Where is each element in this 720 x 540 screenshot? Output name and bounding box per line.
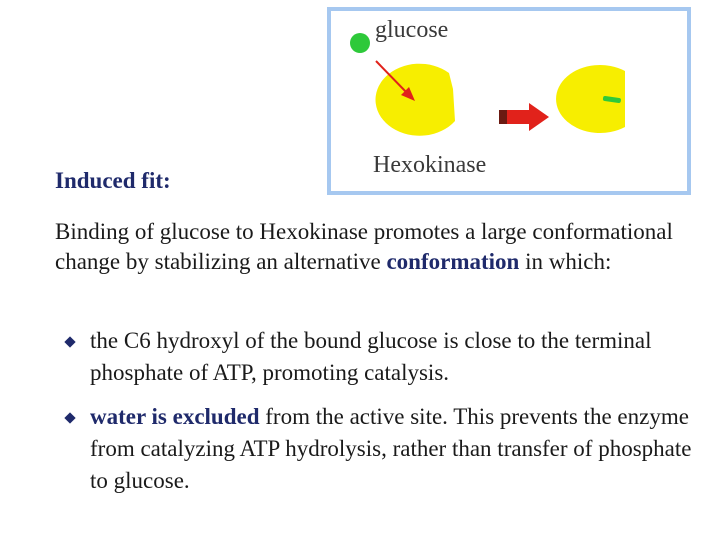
hexokinase-open-shape	[376, 64, 455, 136]
induced-fit-figure	[327, 7, 691, 195]
intro-emphasis: conformation	[386, 249, 520, 274]
bullet-diamond-icon	[64, 412, 75, 423]
intro-text-2: in which:	[519, 249, 612, 274]
glucose-molecule	[350, 33, 370, 53]
bullet-2-text: from the active site. This prevents the enzyme from catalyzing ATP hydrolysis, rather than transfer of phosphate to glucose.	[90, 404, 692, 493]
glucose-label: glucose	[375, 17, 449, 43]
bullet-item-2	[90, 401, 700, 497]
intro-text-1: Binding of glucose to Hexokinase promotes a large conformational change by stabilizing an alternative	[55, 219, 673, 274]
change-arrow-shaft	[507, 110, 529, 124]
bullet-diamond-icon	[64, 336, 75, 347]
hexokinase-label: Hexokinase	[373, 152, 487, 178]
intro-paragraph	[55, 217, 675, 277]
bullet-item-1	[90, 325, 700, 389]
bullet-2-lead: water is excluded	[90, 404, 260, 429]
slide-heading: Induced fit:	[55, 168, 171, 193]
bullet-1-text: the C6 hydroxyl of the bound glucose is close to the terminal phosphate of ATP, promoting catalysis.	[90, 328, 652, 385]
change-arrow-stripes	[499, 110, 507, 124]
change-arrow-head	[529, 103, 549, 131]
